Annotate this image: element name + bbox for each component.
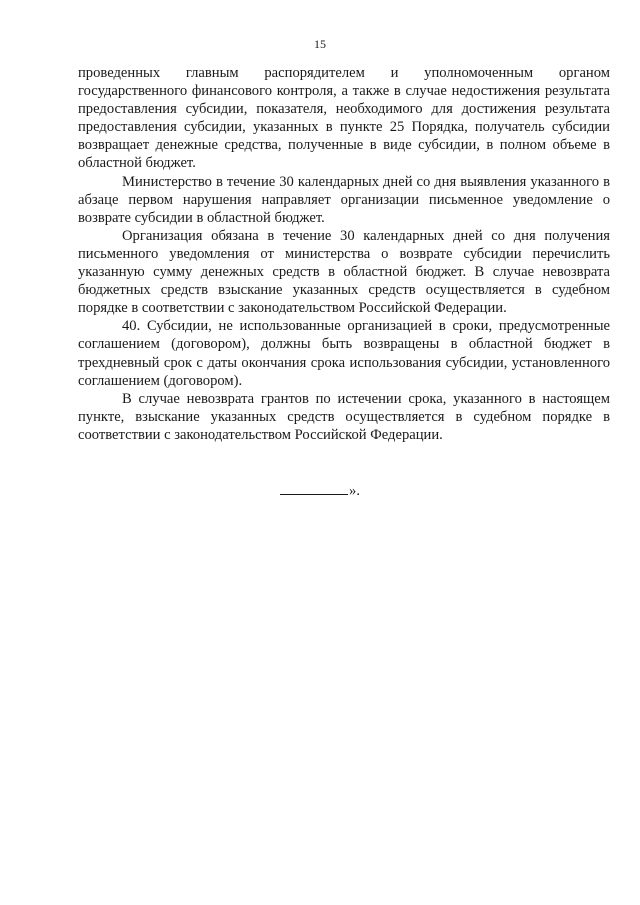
closing-line [0, 482, 640, 500]
paragraph-continuation: проведенных главным распорядителем и уполномоченным органом государственного финансового контроля, а также в случае недостижения результата предоставления субсидии, показателя, необходимого для достижения результата предоставления субсидии, указанных в пункте 25 Порядка, получатель субсидии возвращает денежные средства, полученные в виде субсидии, в полном объеме в областной бюджет. [78, 65, 610, 172]
paragraph-grant-recovery: В случае невозврата грантов по истечении срока, указанного в настоящем пункте, взыскание указанных средств осуществляется в судебном порядке в соответствии с законодательством Российской Федерации. [78, 390, 610, 443]
paragraph-clause-40: 40. Субсидии, не использованные организацией в сроки, предусмотренные соглашением (договором), должны быть возвращены в областной бюджет в трехдневный срок с даты окончания срока использования субсидии, установленного соглашением (договором). [78, 318, 610, 389]
closing-underline [280, 482, 348, 495]
paragraph-organization-obligation: Организация обязана в течение 30 календарных дней со дня получения письменного уведомления от министерства о возврате субсидии перечислить указанную сумму денежных средств в областной бюджет. В случае невозврата бюджетных средств взыскание указанных средств осуществляется в судебном порядке в соответствии с законодательством Российской Федерации. [78, 227, 610, 317]
page-number: 15 [314, 37, 326, 51]
paragraph-ministry-notice: Министерство в течение 30 календарных дней со дня выявления указанного в абзаце первом нарушения направляет организации письменное уведомление о возврате субсидии в областной бюджет. [78, 173, 610, 226]
document-body [78, 64, 610, 444]
closing-mark: ». [349, 483, 360, 499]
